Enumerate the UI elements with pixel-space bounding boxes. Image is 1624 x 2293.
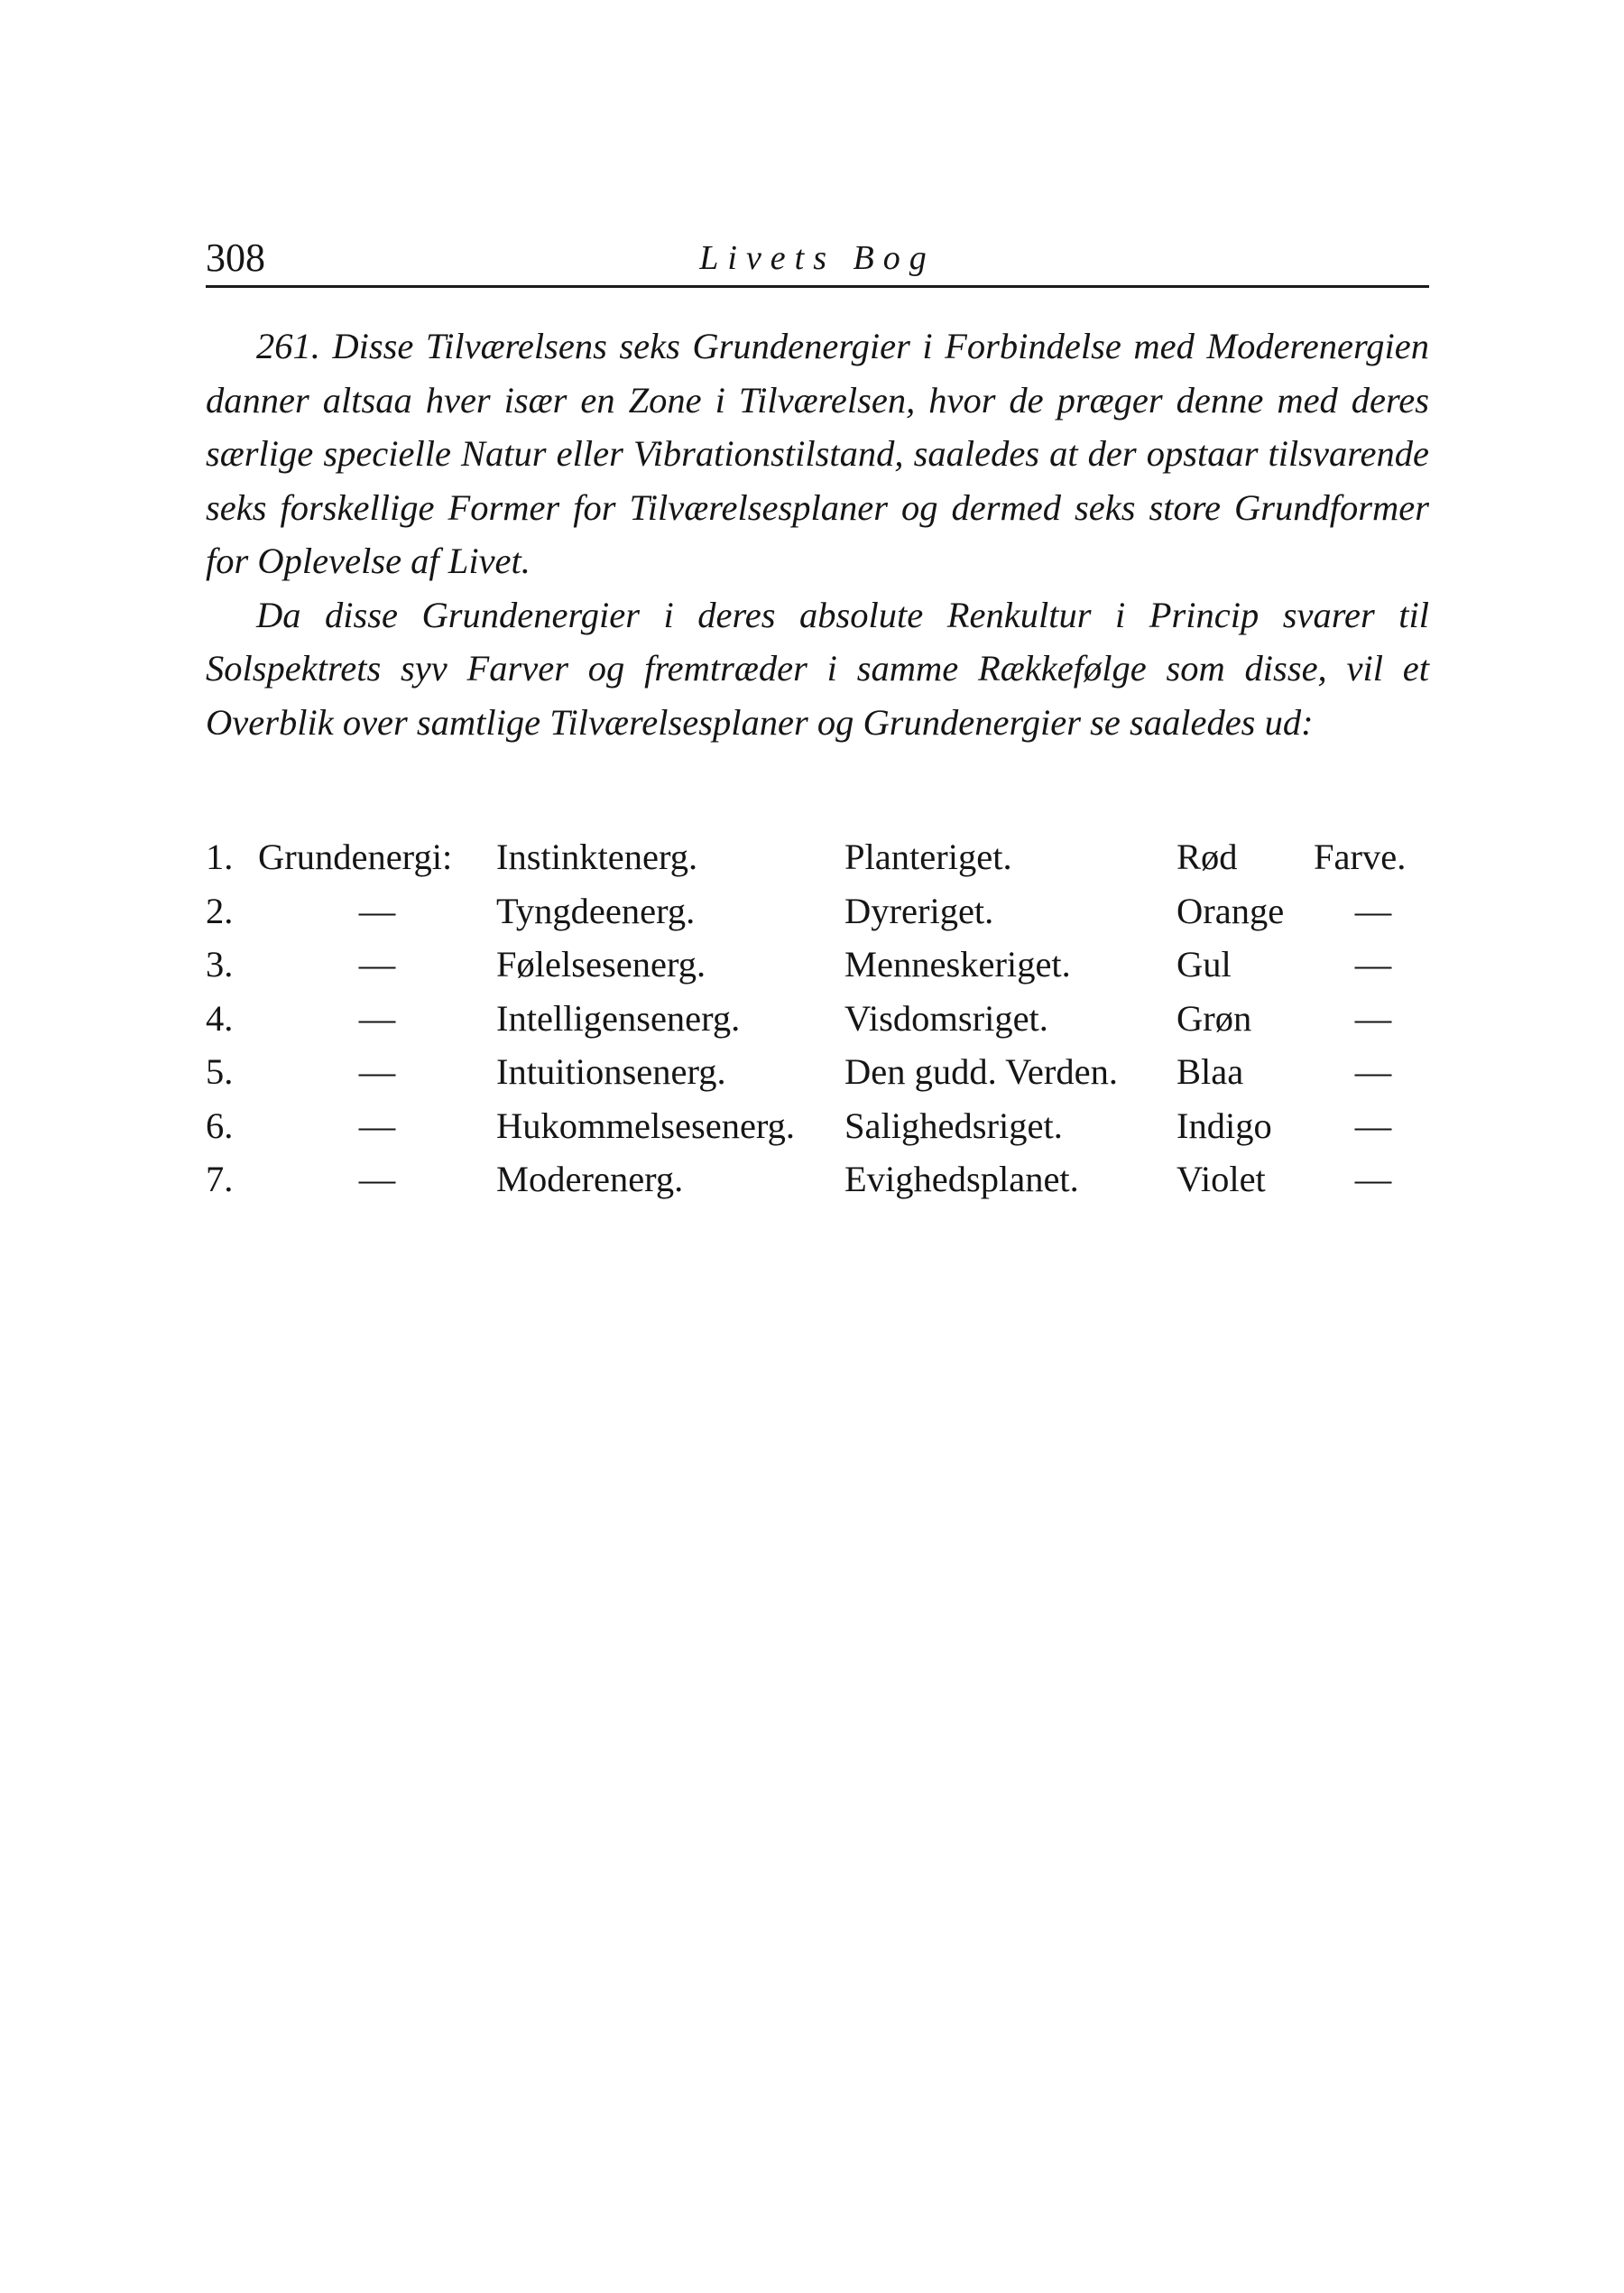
ditto-dash: — (1354, 1105, 1392, 1146)
header-rule (206, 285, 1429, 288)
ditto-dash: — (358, 1105, 396, 1146)
row-number: 2. (206, 890, 234, 931)
row-number: 6. (206, 1105, 234, 1146)
paragraph: 261. Disse Tilværelsens seks Grundenergier i Forbindelse med Moderenergien danner altsaa hver især en Zone i Tilværelsen, hvor de præger denne med deres særlige specielle Natur eller Vibrationstilstand, saaledes at der opstaar tilsvarende seks forskellige Former for Tilværelsesplaner og dermed seks store Grundformer for Oplevelse af Livet. (206, 326, 1429, 581)
color-name: Orange (1176, 890, 1285, 931)
realm-name: Den gudd. Verden. (844, 1051, 1118, 1092)
table-row (206, 938, 1429, 992)
energy-name: Intuitionsenerg. (496, 1051, 726, 1092)
row-number: 4. (206, 997, 234, 1039)
ditto-dash: — (1354, 944, 1392, 985)
energy-name: Tyngdeenerg. (496, 890, 696, 931)
table-row (206, 830, 1429, 884)
table-row (206, 1045, 1429, 1099)
realm-name: Dyreriget. (844, 890, 994, 931)
ditto-dash: — (358, 1051, 396, 1092)
page-number: 308 (206, 236, 265, 280)
row-label: Grundenergi: (258, 837, 453, 877)
color-name: Rød (1176, 837, 1238, 877)
ditto-dash: — (358, 890, 396, 931)
energy-name: Instinktenerg. (496, 837, 698, 877)
column-suffix: Farve. (1314, 837, 1407, 877)
table-row (206, 1099, 1429, 1153)
running-title: Livets Bog (699, 239, 936, 277)
row-number: 7. (206, 1159, 234, 1199)
energy-name: Hukommelsesenerg. (496, 1105, 796, 1146)
ditto-dash: — (1354, 890, 1392, 931)
realm-name: Visdomsriget. (844, 997, 1048, 1039)
color-name: Violet (1176, 1159, 1266, 1199)
row-number: 3. (206, 944, 234, 985)
ditto-dash: — (358, 997, 396, 1039)
energy-name: Følelsesenerg. (496, 944, 706, 985)
color-name: Grøn (1176, 997, 1252, 1039)
realm-name: Salighedsriget. (844, 1105, 1063, 1146)
table-row (206, 884, 1429, 938)
color-name: Indigo (1176, 1105, 1272, 1146)
page-header (206, 233, 1429, 287)
table-row (206, 992, 1429, 1046)
body-text (206, 319, 1429, 749)
color-name: Gul (1176, 944, 1232, 985)
realm-name: Planteriget. (844, 837, 1012, 877)
ditto-dash: — (1354, 997, 1392, 1039)
realm-name: Menneskeriget. (844, 944, 1071, 985)
table-row (206, 1152, 1429, 1207)
ditto-dash: — (1354, 1051, 1392, 1092)
color-name: Blaa (1176, 1051, 1244, 1092)
ditto-dash: — (358, 944, 396, 985)
row-number: 1. (206, 837, 234, 877)
energy-name: Intelligensenerg. (496, 997, 741, 1039)
energy-table (206, 830, 1429, 1207)
realm-name: Evighedsplanet. (844, 1159, 1079, 1199)
ditto-dash: — (358, 1159, 396, 1199)
paragraph: Da disse Grundenergier i deres absolute Renkultur i Princip svarer til Solspektrets syv Farver og fremtræder i samme Rækkefølge som disse, vil et Overblik over samtlige Tilværelsesplaner og Grundenergier se saaledes ud: (206, 594, 1429, 743)
energy-name: Moderenerg. (496, 1159, 684, 1199)
ditto-dash: — (1354, 1159, 1392, 1199)
row-number: 5. (206, 1051, 234, 1092)
